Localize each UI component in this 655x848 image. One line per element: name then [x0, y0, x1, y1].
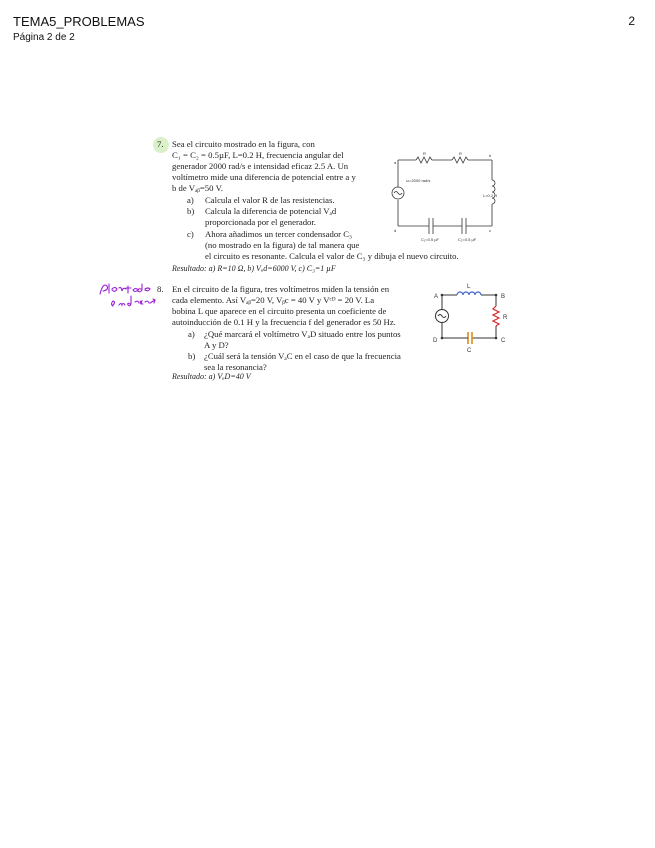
problem7-line: C₁ = C₂ = 0.5µF, L=0.2 H, frecuencia angular del: [172, 150, 344, 160]
problem7-line: voltímetro mide una diferencia de potencial entre a y: [172, 172, 356, 182]
r1-label: R: [423, 151, 426, 156]
inductor-label: L=0.2 H: [483, 193, 498, 198]
problem7-line: b de Vₐᵦ=50 V.: [172, 183, 223, 193]
item-label: b): [188, 351, 196, 361]
item-text: Ahora añadimos un tercer condensador C₃: [205, 229, 353, 239]
item-text: (no mostrado en la figura) de tal manera que: [205, 240, 360, 250]
page-number: 2: [628, 14, 635, 28]
problem7-line: generador 2000 rad/s e intensidad eficaz 2.5 A. Un: [172, 161, 349, 171]
page-indicator: Página 2 de 2: [13, 32, 75, 43]
resistor-icon: [493, 306, 499, 326]
node-C: C: [501, 338, 506, 344]
problem8-number: 8.: [157, 284, 164, 294]
gen-label: ω=2000 rad/s: [406, 178, 431, 183]
problem7-number: 7.: [157, 139, 164, 149]
node-d: d: [394, 228, 397, 233]
item-text: Calcula el valor R de las resistencias.: [205, 195, 335, 205]
problem8-line: bobina L que aparece en el circuito presenta un coeficiente de: [172, 306, 387, 316]
item-text: el circuito es resonante. Calcula el valor de C₃ y dibuja el nuevo circuito.: [205, 251, 459, 261]
resistor-label: R: [503, 315, 508, 321]
capacitor-label: C: [467, 348, 472, 354]
resistor-icon: [416, 157, 432, 163]
item-label: c): [187, 229, 194, 239]
inductor-icon: [492, 180, 495, 204]
inductor-icon: [457, 292, 481, 295]
item-text: A y D?: [204, 340, 229, 350]
problem8-line: cada elemento. Así Vₐᵦ=20 V, Vᵦc = 40 V y Vᶜᴰ = 20 V. La: [172, 295, 375, 305]
circuit7-diagram: [388, 148, 498, 248]
item-text: sea la resonancia?: [204, 362, 267, 372]
item-label: b): [187, 206, 195, 216]
node-B: B: [501, 294, 506, 300]
item-text: ¿Cuál será la tensión VₐC en el caso de que la frecuencia: [204, 351, 401, 361]
item-text: Calcula la diferencia de potencial Vₐd: [205, 206, 337, 216]
problem8-line: autoinducción de 0.1 H y la frecuencia f del generador es 50 Hz.: [172, 317, 396, 327]
node-c: c: [489, 228, 491, 233]
problem8-line: En el circuito de la figura, tres voltímetros miden la tensión en: [172, 284, 390, 294]
node-a: a: [394, 160, 397, 165]
item-label: a): [188, 329, 195, 339]
node-A: A: [434, 294, 439, 300]
circuit8-diagram: [430, 280, 515, 354]
c2-label: C₂=0.5 µF: [458, 237, 477, 242]
node-D: D: [433, 338, 438, 344]
node-b: b: [489, 153, 492, 158]
resistor-icon: [452, 157, 468, 163]
c1-label: C₁=0.5 µF: [421, 237, 439, 242]
item-text: ¿Qué marcará el voltímetro VₐD situado entre los puntos: [204, 329, 401, 339]
handwritten-note: [97, 276, 157, 312]
inductor-label: L: [467, 284, 471, 290]
item-label: a): [187, 195, 194, 205]
document-title: TEMA5_PROBLEMAS: [13, 14, 145, 29]
problem8-result: Resultado: a) VₐD=40 V: [172, 372, 251, 381]
problem7-result: Resultado: a) R=10 Ω, b) Vₐd=6000 V, c) C₃=1 µF: [172, 264, 336, 273]
item-text: proporcionada por el generador.: [205, 217, 316, 227]
r2-label: R: [459, 151, 462, 156]
problem7-line: Sea el circuito mostrado en la figura, con: [172, 139, 315, 149]
